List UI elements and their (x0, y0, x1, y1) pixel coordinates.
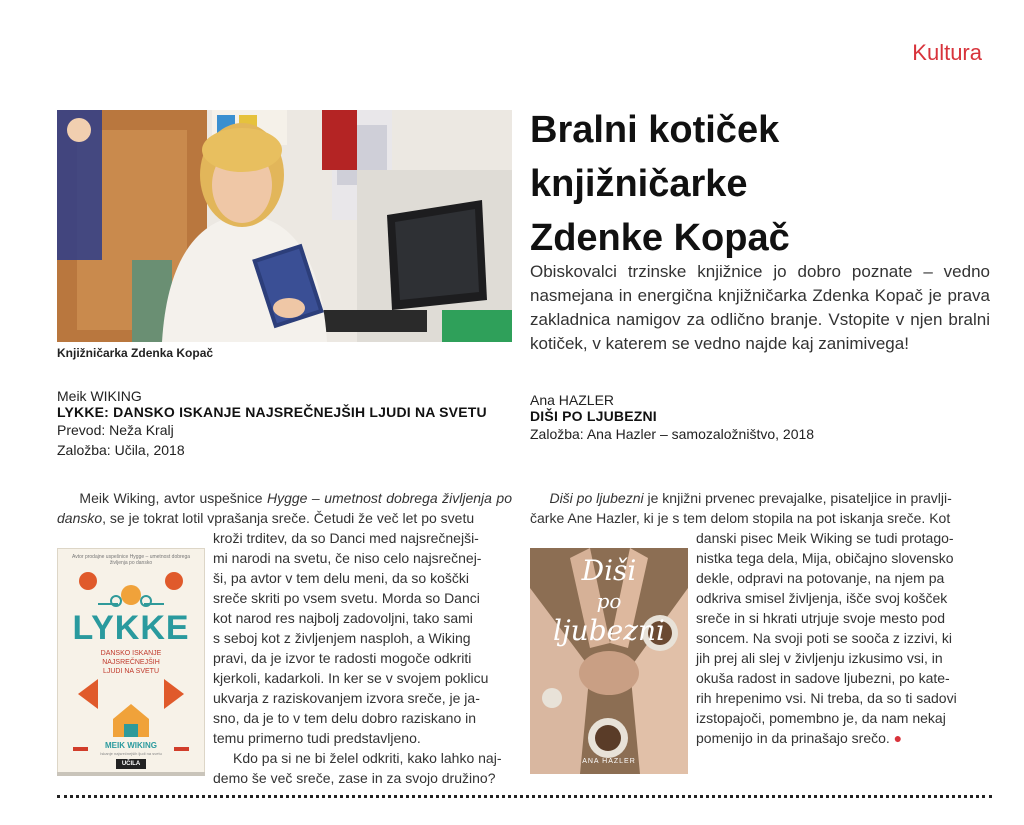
headline-line-1: Bralni kotiček (530, 109, 780, 151)
book1-cover (57, 548, 205, 774)
book2-author: Ana HAZLER (530, 392, 615, 408)
book1-translation: Prevod: Neža Kralj (57, 422, 174, 438)
end-mark-icon: ● (893, 730, 903, 746)
photo-caption: Knjižničarka Zdenka Kopač (57, 346, 214, 360)
section-label: Kultura (912, 40, 982, 65)
book1-hygge-title: Hygge – umetnost dobrega življenja po dansko (57, 490, 512, 526)
book2-cover (530, 548, 688, 774)
book1-cover-shadow (57, 772, 205, 776)
book2-title-italic: Diši po ljubezni (549, 490, 644, 506)
book1-header (57, 388, 517, 460)
headline-line-2: knjižničarke (530, 163, 748, 205)
book2-header (530, 392, 990, 444)
book2-publisher: Založba: Ana Hazler – samozaložništvo, 2018 (530, 426, 815, 442)
book1-cover-title: LYKKE (72, 609, 190, 647)
headline (530, 103, 990, 265)
headline-line-3: Zdenke Kopač (530, 217, 790, 259)
book1-cover-subtitle: DANSKO ISKANJE NAJSREČNEJŠIH LJUDI NA SVETU (100, 650, 162, 675)
book1-publisher: Založba: Učila, 2018 (57, 442, 185, 458)
librarian-photo (57, 110, 512, 342)
book1-title: LYKKE: DANSKO ISKANJE NAJSREČNEJŠIH LJUDI NA SVETU (57, 404, 487, 420)
book2-title: DIŠI PO LJUBEZNI (530, 408, 657, 424)
book1-intro: Meik Wiking, avtor uspešnice Hygge – umetnost dobrega življenja po dansko, se je tokrat lotil vprašanja sreče. Četudi že več let po svetu (57, 490, 512, 526)
book2-body: danski pisec Meik Wiking se tudi protago- nistka tega dela, Mija, običajno slovensko dekle, odpravi na potovanje, na njem pa odkriva smisel življenja, išče svoj košček sreče in si hkrati utrjuje svoje mesto pod soncem. Na svoji poti se sooča z izzivi, ki jih prej ali slej v življenju izkusimo vsi, in okuša radost in sadove ljubezni, po kate- rih hrepenimo vsi. Ni treba, da so ti sadovi izstopajoči, pomembno je, da nam nekaj pomenijo in da prinašajo srečo. ● (696, 530, 957, 746)
book2-cover-author: ANA HAZLER (582, 758, 636, 765)
book1-body: kroži trditev, da so Danci med najsrečnejši- mi narodi na svetu, če niso celo najsrečnej- ši, pa avtor v tem delu meni, da so koščki sreče skriti po vsem svetu. Morda so Danci kot narod res najbolj zadovoljni, tako sami s seboj kot z življenjem nasploh, a Wiking pravi, da je izvor te radosti mogoče odkriti kjerkoli, kadarkoli. In ker se v svojem poklicu ukvarja z raziskovanjem izvora sreče, je ja- sno, da je to v tem delu dobro raziskano in temu primerno tudi predstavljeno. Kdo pa si ne bi želel odkriti, kako lahko naj- demo še več sreče, zase in za svojo družino? (213, 530, 502, 786)
book1-cover-top-text: Avtor prodajne uspešnice Hygge – umetnost dobrega življenja po dansko (71, 554, 191, 566)
lead-paragraph: Obiskovalci trzinske knjižnice jo dobro poznate – vedno nasmejana in energična knjižničarka Zdenka Kopač je prava zakladnica namigov za odlično branje. Vstopite v njen bralni kotiček, v katerem se vedno najde kaj zanimivega! (530, 262, 990, 353)
bottom-divider (57, 795, 992, 798)
book1-cover-author: MEIK WIKING (105, 741, 157, 750)
book1-author: Meik WIKING (57, 388, 142, 404)
book2-cover-title: Diši po ljubezni (553, 554, 665, 647)
book1-cover-tagline: Iskanje najsrečnejših ljudi na svetu (100, 751, 162, 756)
book1-cover-publisher: UČILA (116, 759, 146, 769)
book2-intro: Diši po ljubezni je knjižni prvenec prevajalke, pisateljice in pravlji- čarke Ane Hazler, ki je s tem delom stopila na pot iskanja sreče. Kot (530, 490, 952, 526)
